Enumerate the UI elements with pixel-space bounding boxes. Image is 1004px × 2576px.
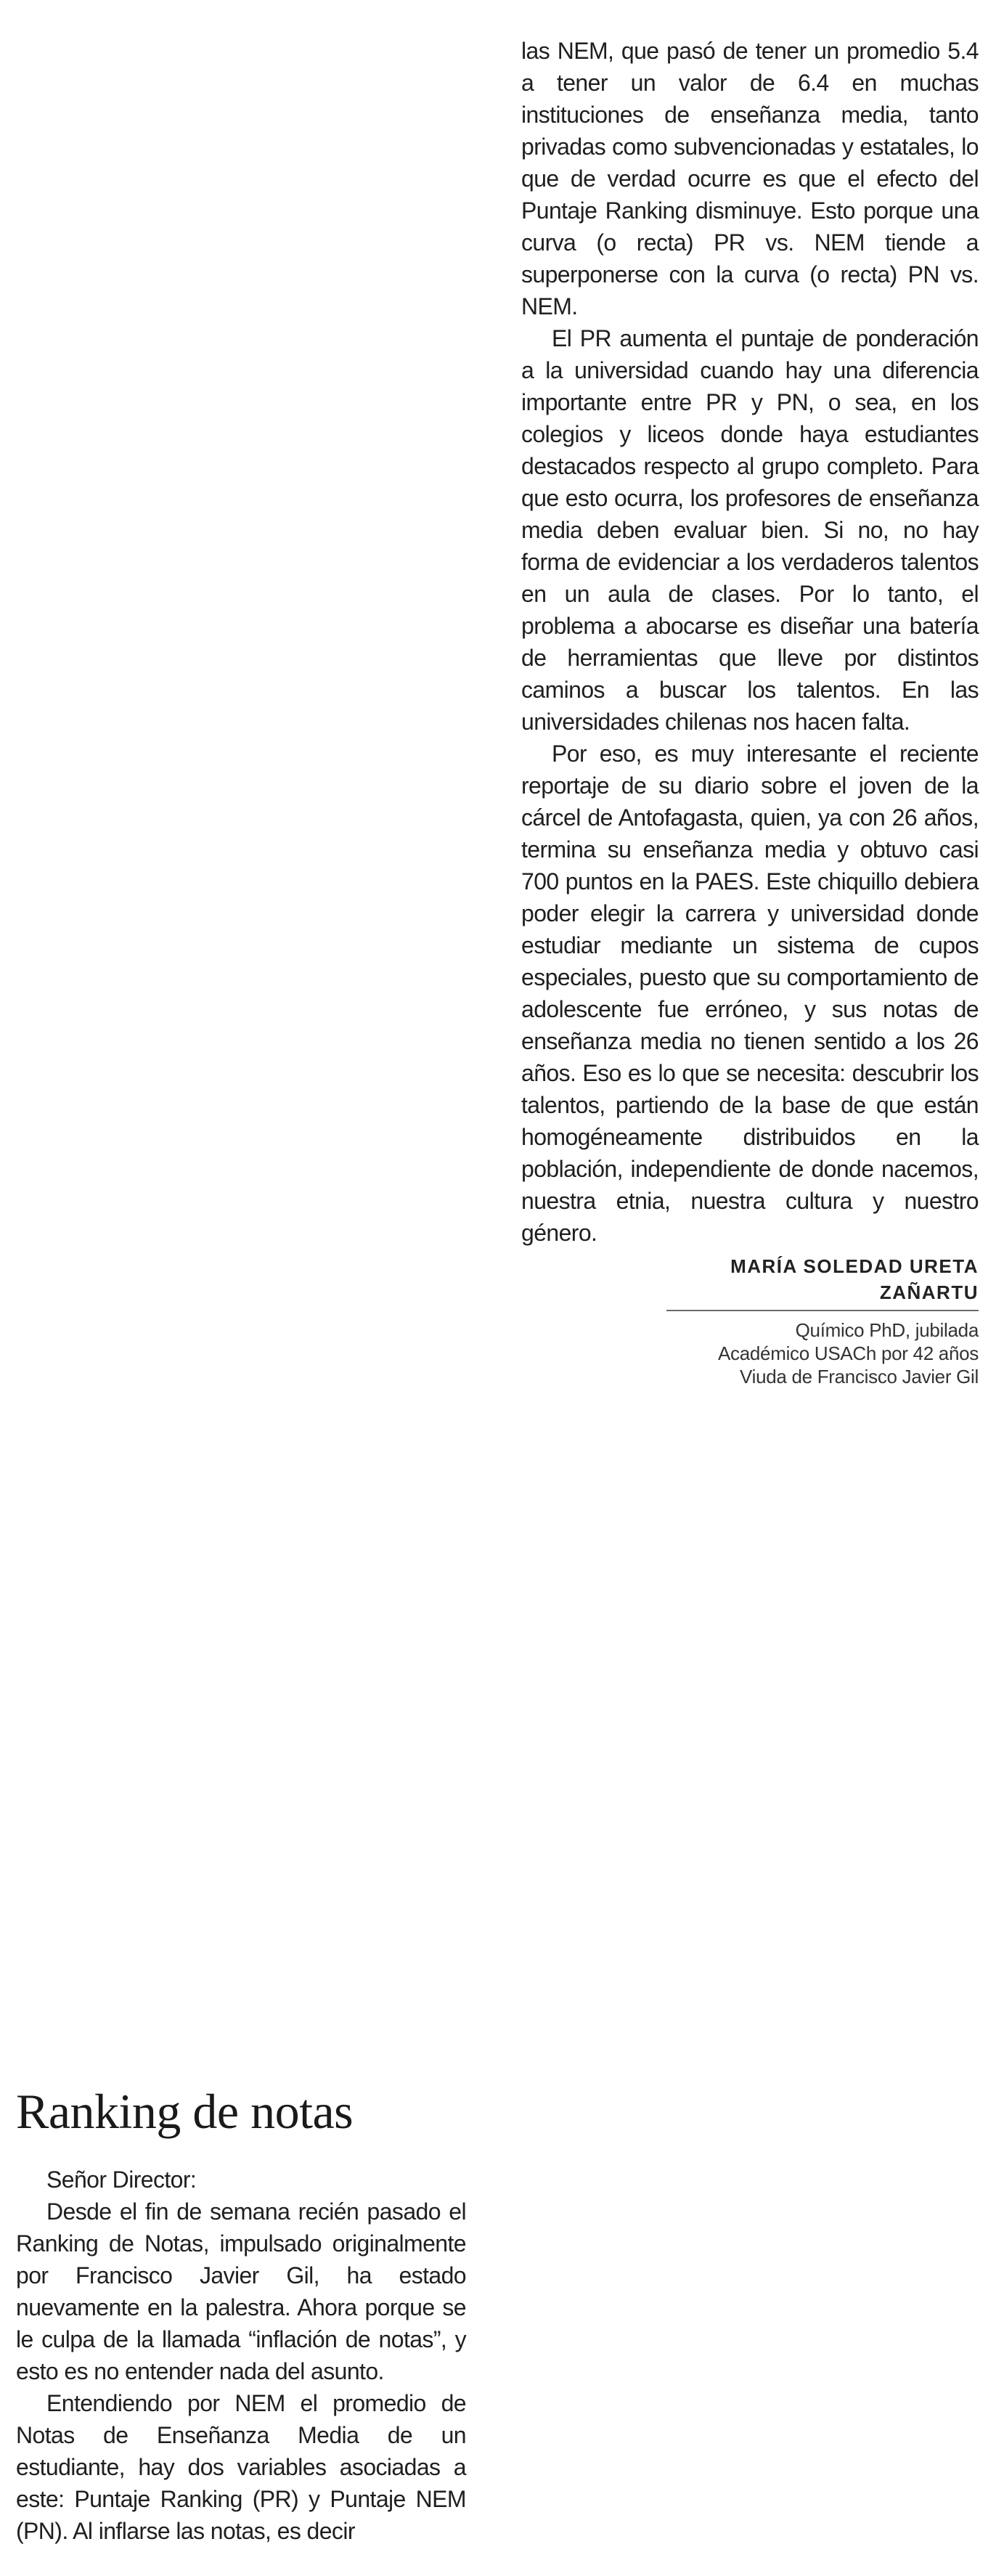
left-column — [16, 2164, 466, 2547]
body-paragraph: El PR aumenta el puntaje de ponderación a la universidad cuando hay una diferencia importante entre PR y PN, o sea, en los colegios y liceos donde haya estudiantes destacados respecto al grupo completo. Para que esto ocurra, los profesores de enseñanza media deben evaluar bien. Si no, no hay forma de evidenciar a los verdaderos talentos en un aula de clases. Por lo tanto, el problema a abocarse es diseñar una batería de herramientas que lleve por distintos caminos a buscar los talentos. En las universidades chilenas nos hacen falta. — [521, 325, 979, 735]
author-credential-line: Químico PhD, jubilada — [795, 1319, 979, 1341]
body-paragraph: Desde el fin de semana recién pasado el Ranking de Notas, impulsado originalmente por Francisco Javier Gil, ha estado nuevamente en la palestra. Ahora porque se le culpa de la llamada “inflación de notas”, y esto es no entender nada del asunto. — [16, 2198, 466, 2384]
article-headline: Ranking de notas — [16, 2084, 354, 2139]
author-credential-line: Académico USACh por 42 años — [718, 1342, 979, 1364]
body-paragraph: Por eso, es muy interesante el reciente reportaje de su diario sobre el joven de la cárcel de Antofagasta, quien, ya con 26 años, termina su enseñanza media y obtuvo casi 700 puntos en la PAES. Este chiquillo debiera poder elegir la carrera y universidad donde estudiar mediante un sistema de cupos especiales, puesto que su comportamiento de adolescente fue erróneo, y sus notas de enseñanza media no tienen sentido a los 26 años. Eso es lo que se necesita: descubrir los talentos, partiendo de la base de que están homogéneamente distribuidos en la población, independiente de donde nacemos, nuestra etnia, nuestra cultura y nuestro género. — [521, 741, 979, 1246]
author-credential-line: Viuda de Francisco Javier Gil — [740, 1366, 979, 1387]
author-name: MARÍA SOLEDAD URETA ZAÑARTU — [666, 1253, 979, 1311]
body-paragraph-continued: las NEM, que pasó de tener un promedio 5.4 a tener un valor de 6.4 en muchas instituciones de enseñanza media, tanto privadas como subvencionadas y estatales, lo que de verdad ocurre es que el efecto del Puntaje Ranking disminuye. Esto porque una curva (o recta) PR vs. NEM tiende a superponerse con la curva (o recta) PN vs. NEM. — [521, 38, 979, 319]
salutation: Señor Director: — [46, 2167, 197, 2193]
body-paragraph: Entendiendo por NEM el promedio de Notas de Enseñanza Media de un estudiante, hay dos variables asociadas a este: Puntaje Ranking (PR) y Puntaje NEM (PN). Al inflarse las notas, es decir — [16, 2390, 466, 2544]
right-column — [521, 35, 979, 1388]
author-credentials — [521, 1318, 979, 1388]
